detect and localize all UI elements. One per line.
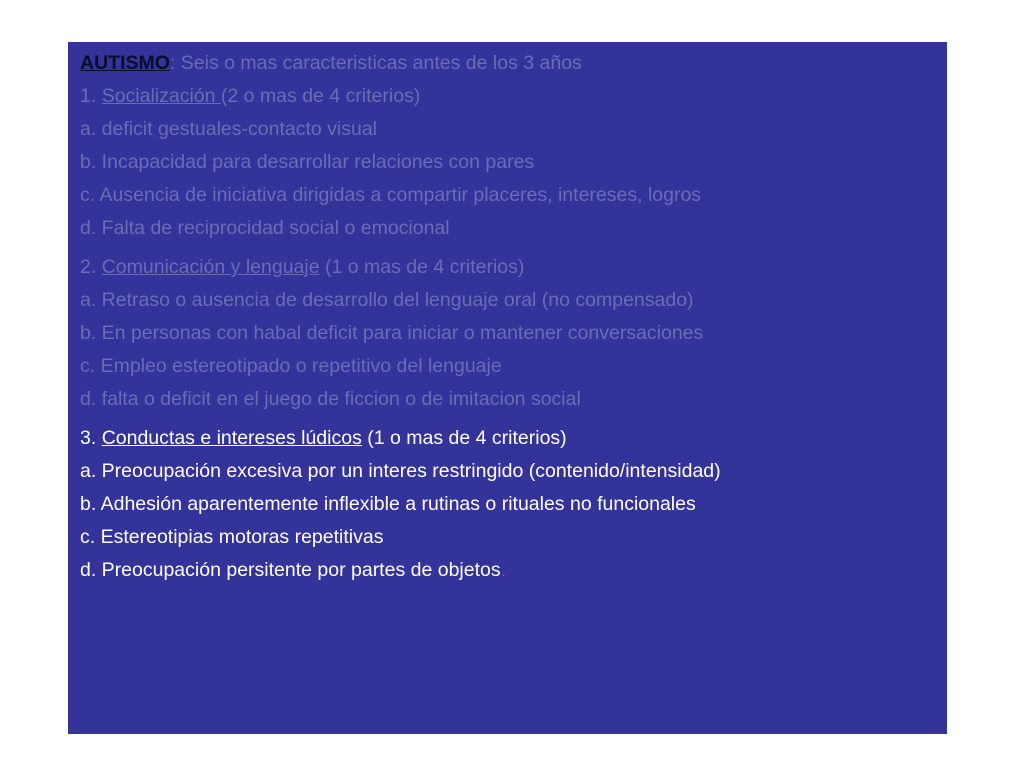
section-2-suffix: (1 o mas de 4 criterios) [319, 256, 525, 278]
section-3-item-c: c. Estereotipias motoras repetitivas [80, 526, 384, 548]
section-1-number: 1. [80, 85, 102, 107]
section-1-item-d: d. Falta de reciprocidad social o emocional [80, 217, 450, 239]
slide-panel [68, 42, 947, 734]
section-3-item-a: a. Preocupación excesiva por un interes restringido (contenido/intensidad) [80, 460, 721, 482]
trailing-dot: . [500, 559, 507, 581]
section-2-item-a: a. Retraso o ausencia de desarrollo del lenguaje oral (no compensado) [80, 289, 694, 311]
section-1-title: Socialización [101, 85, 221, 107]
section-2-title: Comunicación y lenguaje [101, 256, 320, 278]
section-2-number: 2. [80, 256, 102, 278]
section-3-number: 3. [80, 427, 102, 449]
section-3-item-b: b. Adhesión aparentemente inflexible a rutinas o rituales no funcionales [80, 493, 696, 515]
section-2-item-b: b. En personas con habal deficit para iniciar o mantener conversaciones [80, 322, 704, 344]
title-keyword: AUTISMO [80, 52, 170, 74]
section-2-item-c: c. Empleo estereotipado o repetitivo del lenguaje [80, 355, 502, 377]
section-1-suffix: (2 o mas de 4 criterios) [220, 85, 421, 107]
section-1-heading [80, 80, 947, 113]
section-2-heading [80, 251, 947, 284]
section-3-suffix: (1 o mas de 4 criterios) [361, 427, 567, 449]
section-1-item-a: a. deficit gestuales-contacto visual [80, 118, 377, 140]
section-2-item-d: d. falta o deficit en el juego de ficcion o de imitacion social [80, 388, 581, 410]
section-3-heading [80, 422, 947, 455]
title-rest: : Seis o mas caracteristicas antes de los 3 años [169, 52, 582, 74]
section-1-item-c: c. Ausencia de iniciativa dirigidas a compartir placeres, intereses, logros [80, 184, 702, 206]
slide-title [80, 47, 947, 80]
section-3-item-d [80, 554, 947, 587]
section-3-title: Conductas e intereses lúdicos [101, 427, 362, 449]
section-3-item-d-text: d. Preocupación persitente por partes de objetos [80, 559, 501, 581]
section-1-item-b: b. Incapacidad para desarrollar relaciones con pares [80, 151, 535, 173]
